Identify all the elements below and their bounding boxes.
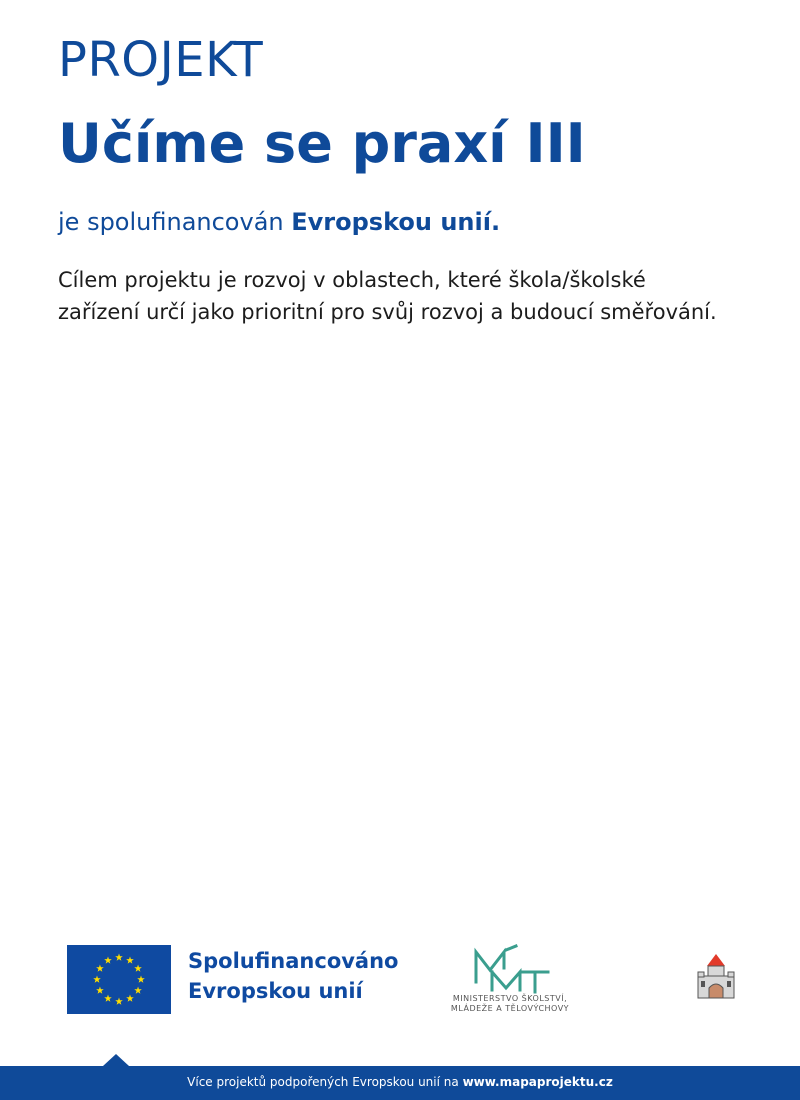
eu-text-line-2: Evropskou unií (188, 979, 363, 1003)
description-line-1: Cílem projektu je rozvoj v oblastech, které škola/školské (58, 268, 646, 292)
eu-star-icon (134, 965, 142, 972)
cofinanced-statement (58, 208, 500, 236)
footer-text (0, 1075, 800, 1089)
project-title: Učíme se praxí III (58, 112, 586, 175)
eu-star-icon (137, 976, 145, 983)
msmt-mark-icon (430, 942, 590, 994)
msmt-mark-text: MŠMT (510, 988, 513, 989)
msmt-caption-line-1: MINISTERSTVO ŠKOLSTVÍ, (452, 994, 568, 1003)
eu-star-icon (104, 956, 112, 963)
cofinanced-prefix: je spolufinancován (58, 208, 284, 236)
footer-link[interactable]: www.mapaprojektu.cz (462, 1075, 613, 1089)
eu-star-icon (96, 987, 104, 994)
eu-star-icon (126, 956, 134, 963)
project-label: PROJEKT (58, 32, 264, 88)
eu-star-icon (134, 987, 142, 994)
project-description (58, 264, 758, 328)
eu-star-icon (96, 965, 104, 972)
cofinanced-emphasis: Evropskou unií. (291, 208, 501, 236)
logo-bar (0, 940, 800, 1020)
eu-star-icon (115, 998, 123, 1005)
eu-flag-icon (67, 945, 171, 1014)
description-line-2: zařízení určí jako prioritní pro svůj rozvoj a budoucí směřování. (58, 300, 717, 324)
footer-prefix: Více projektů podpořených Evropskou unií na (187, 1075, 459, 1089)
eu-star-icon (115, 954, 123, 961)
footer-bar (0, 1066, 800, 1100)
eu-star-icon (126, 995, 134, 1002)
footer-notch (103, 1054, 129, 1066)
eu-star-icon (93, 976, 101, 983)
msmt-caption-line-2: MLÁDEŽE A TĚLOVÝCHOVY (450, 1004, 570, 1013)
eu-star-icon (104, 995, 112, 1002)
msmt-caption (430, 994, 590, 1014)
eu-text-line-1: Spolufinancováno (188, 949, 399, 973)
eu-cofinanced-text (188, 946, 398, 1006)
school-castle-logo-icon (694, 950, 738, 1000)
msmt-logo (430, 942, 590, 1018)
